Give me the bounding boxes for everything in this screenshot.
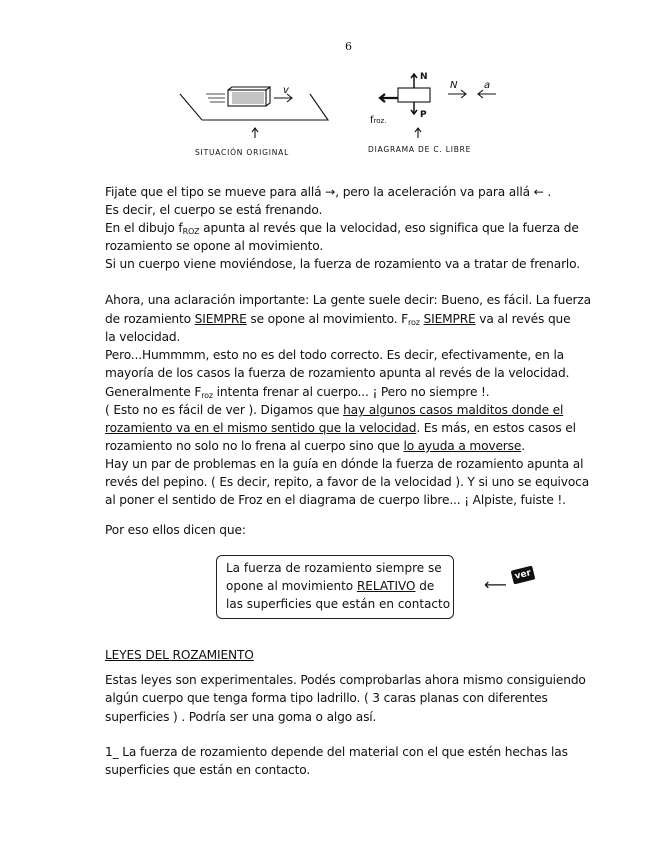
para1-line3: En el dibujo $f_{ROZ}$ apunta al revés que la velocidad, eso significa que la fuerza de <box>105 221 579 236</box>
box-line1: La fuerza de rozamiento siempre se <box>226 561 442 575</box>
a-arrow <box>478 90 496 98</box>
para2-line4: Pero...Hummmm, esto no es del todo correcto. Es decir, efectivamente, en la <box>105 348 564 362</box>
para1-line2: Es decir, el cuerpo se está frenando. <box>105 203 323 217</box>
para2-line6: Generalmente $F_{roz}$ intenta frenar al cuerpo... ¡ Pero no siempre !. <box>105 385 490 400</box>
para2-line11: revés del pepino. ( Es decir, repito, a favor de la velocidad ). Y si uno se equivoca <box>105 475 590 489</box>
para2-line2: de rozamiento SIEMPRE se opone al movimiento. $F_{roz}$ SIEMPRE va al revés que <box>105 312 571 327</box>
para2-line10: Hay un par de problemas en la guía en dónde la fuerza de rozamiento apunta al <box>105 457 584 471</box>
para1-line4: rozamiento se opone al movimiento. <box>105 239 324 253</box>
section-title: LEYES DEL ROZAMIENTO <box>105 648 254 662</box>
normal-arrow <box>411 74 417 88</box>
para1-line1: Fijate que el tipo se mueve para allá →, pero la aceleración va para allá ← . <box>105 185 552 199</box>
fbd-block <box>398 88 430 102</box>
label-n: N <box>450 80 458 91</box>
para1-line5: Si un cuerpo viene moviéndose, la fuerza de rozamiento va a tratar de frenarlo. <box>105 257 580 271</box>
label-froz: froz. <box>370 115 387 126</box>
para2-line7: ( Esto no es fácil de ver ). Digamos que hay algunos casos malditos donde el <box>105 403 564 417</box>
label-N: N <box>420 72 428 82</box>
para4-line3: superficies ) . Podría ser una goma o algo así. <box>105 710 377 724</box>
para4-line1: Estas leyes son experimentales. Podés comprobarlas ahora mismo consiguiendo <box>105 673 586 687</box>
weight-arrow <box>411 102 417 114</box>
motion-lines <box>206 94 225 102</box>
pointer-arrow-right <box>415 128 421 138</box>
friction-arrow <box>380 94 398 102</box>
law1-line1: 1_ La fuerza de rozamiento depende del material con el que estén hechas las <box>105 745 568 759</box>
label-P: P <box>420 110 427 120</box>
highlight-box <box>216 555 454 619</box>
para2-line5: mayoría de los casos la fuerza de rozamiento apunta al revés de la velocidad. <box>105 366 570 380</box>
para2-line12: al poner el sentido de Froz en el diagrama de cuerpo libre... ¡ Alpiste, fuiste !. <box>105 493 566 507</box>
para2-line3: la velocidad. <box>105 330 181 344</box>
caption-free-body: DIAGRAMA DE C. LIBRE <box>368 145 472 154</box>
velocity-label: v <box>283 85 289 96</box>
page-number: 6 <box>345 40 352 53</box>
ver-arrow: ⟵ <box>484 575 507 594</box>
para2-line1: Ahora, una aclaración importante: La gente suele decir: Bueno, es fácil. La fuerza <box>105 293 591 307</box>
law1-line2: superficies que están en contacto. <box>105 763 311 777</box>
para3: Por eso ellos dicen que: <box>105 523 246 537</box>
para4-line2: algún cuerpo que tenga forma tipo ladrillo. ( 3 caras planas con diferentes <box>105 691 548 705</box>
n-arrow <box>448 90 466 98</box>
figure-original-situation <box>170 80 340 140</box>
ver-stamp-icon: ver <box>511 566 536 585</box>
caption-original: SITUACIÓN ORIGINAL <box>195 148 290 157</box>
para2-line9: rozamiento no solo no lo frena al cuerpo sino que lo ayuda a moverse. <box>105 439 525 453</box>
label-a: a <box>484 80 491 91</box>
pointer-arrow-left <box>252 128 258 138</box>
para2-line8: rozamiento va en el mismo sentido que la velocidad. Es más, en estos casos el <box>105 421 576 435</box>
box-line2: opone al movimiento RELATIVO de <box>226 579 435 593</box>
box-line3: las superficies que están en contacto <box>226 597 451 611</box>
